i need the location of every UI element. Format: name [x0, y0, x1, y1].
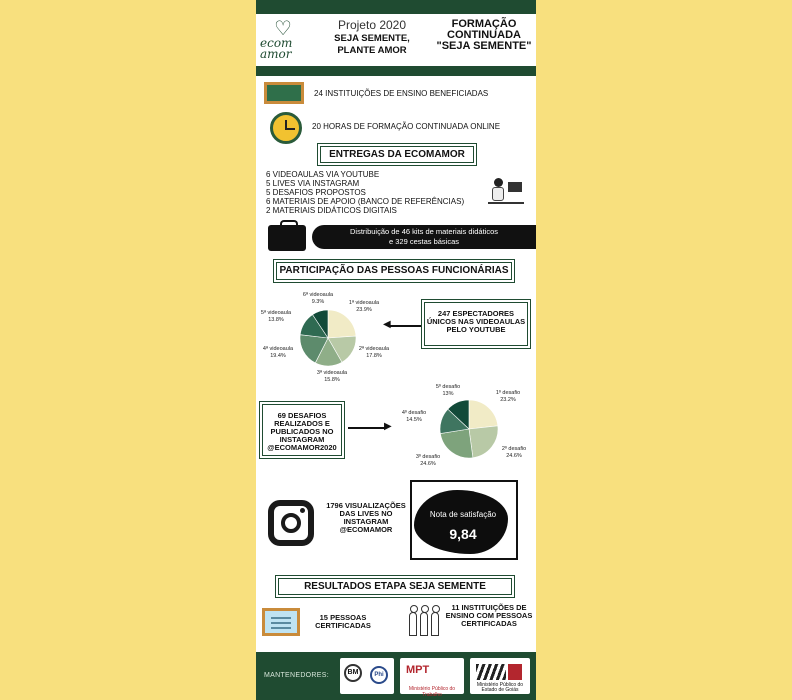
entregas-list [266, 170, 486, 215]
satisfaction-card [410, 480, 518, 560]
hours-stat: 20 HORAS DE FORMAÇÃO CONTINUADA ONLINE [312, 122, 501, 131]
mpgo-stripes-icon [476, 664, 506, 680]
satisfaction-blob [414, 490, 508, 554]
distribution-band [312, 225, 536, 249]
pie-data-label: 3º desafio 24.6% [415, 454, 441, 467]
instagram-icon [268, 500, 314, 546]
formation-line-2: CONTINUADA [447, 29, 521, 41]
project-subtitle-1: SEJA SEMENTE, [334, 33, 410, 44]
desafios-box: 69 DESAFIOS REALIZADOS E PUBLICADOS NO INSTAGRAM @ECOMAMOR2020 [262, 404, 342, 456]
arrow-line [388, 325, 422, 327]
instagram-views-text: 1796 VISUALIZAÇÕES DAS LIVES NO INSTAGRAM @ECOMAMOR [326, 501, 406, 534]
formation-line-1: FORMAÇÃO [451, 18, 517, 30]
list-item: 6 MATERIAIS DE APOIO (BANCO DE REFERÊNCIAS) [266, 197, 465, 206]
list-item: 2 MATERIAIS DIDÁTICOS DIGITAIS [266, 206, 397, 215]
list-item: 6 VIDEOAULAS VIA YOUTUBE [266, 170, 380, 179]
institutions-stat: 24 INSTITUIÇÕES DE ENSINO BENEFICIADAS [314, 89, 489, 98]
header-band [256, 66, 536, 76]
chalkboard-icon [264, 82, 304, 104]
mpgo-subtitle: Ministério Público do Estado de Goiás [476, 682, 524, 693]
project-title-block [312, 14, 432, 66]
pie-data-label: 1ª videoaula 23.9% [348, 300, 380, 313]
pie-data-label: 6ª videoaula 9.3% [302, 292, 334, 305]
pie-data-label: 2º desafio 24.6% [501, 446, 527, 459]
logo-text: ecom amor [260, 36, 293, 61]
resultados-title: RESULTADOS ETAPA SEJA SEMENTE [278, 578, 512, 595]
pie-data-label: 5º desafio 13% [435, 384, 461, 397]
videoaula-pie-chart [300, 310, 356, 366]
participacao-title: PARTICIPAÇÃO DAS PESSOAS FUNCIONÁRIAS [276, 262, 512, 280]
ecomamor-logo [256, 14, 312, 66]
arrow-right-icon: ▶ [384, 421, 392, 432]
header [256, 14, 536, 66]
satisfaction-label: Nota de satisfação [429, 510, 497, 519]
footer [256, 652, 536, 700]
people-group-icon [408, 604, 442, 640]
arrow-line [348, 427, 386, 429]
sponsor-mpt-logo [400, 658, 464, 698]
formation-title [432, 14, 536, 66]
phi-logo: Phi [370, 666, 388, 684]
mpgo-red-mark [508, 664, 522, 680]
pie-slice [469, 400, 498, 429]
distribution-line-2: e 329 cestas básicas [388, 237, 460, 246]
sponsor-mpgo-logo [470, 658, 530, 694]
certified-institutions-text: 11 INSTITUIÇÕES DE ENSINO COM PESSOAS CERTIFICADAS [445, 603, 533, 628]
pie-data-label: 4º desafio 14.5% [401, 410, 427, 423]
certified-people-text: 15 PESSOAS CERTIFICADAS [315, 613, 371, 630]
distribution-line-1: Distribuição de 46 kits de materiais didáticos [350, 227, 498, 236]
pie-slice [328, 310, 356, 338]
pie-data-label: 5ª videoaula 13.8% [260, 310, 292, 323]
pie-data-label: 4ª videoaula 19.4% [262, 346, 294, 359]
youtube-viewers-box: 247 ESPECTADORES ÚNICOS NAS VIDEOAULAS PELO YOUTUBE [424, 302, 528, 346]
satisfaction-value: 9,84 [449, 526, 477, 542]
certificate-icon [262, 608, 300, 636]
heart-icon: ♡ [274, 16, 292, 40]
sponsor-bm-phi-logo [340, 658, 394, 694]
list-item: 5 LIVES VIA INSTAGRAM [266, 179, 360, 188]
project-title: Projeto 2020 [337, 18, 407, 32]
list-item: 5 DESAFIOS PROPOSTOS [266, 188, 366, 197]
project-subtitle-2: PLANTE AMOR [337, 45, 407, 56]
pie-data-label: 2ª videoaula 17.8% [358, 346, 390, 359]
person-at-computer-icon [488, 176, 524, 212]
top-band [256, 0, 536, 14]
infographic-poster [256, 0, 536, 700]
arrow-left-icon: ◀ [383, 319, 391, 330]
shopping-bag-icon [268, 225, 306, 251]
mantenedores-label: MANTENEDORES: [264, 672, 329, 679]
formation-line-3: "SEJA SEMENTE" [436, 40, 532, 52]
desafio-pie-chart [440, 400, 498, 458]
bm-logo: BM [344, 664, 362, 682]
mpt-logo-text: MPT [406, 664, 430, 676]
clock-icon [270, 112, 302, 144]
pie-data-label: 1º desafio 23.2% [495, 390, 521, 403]
pie-data-label: 3ª videoaula 15.8% [316, 370, 348, 383]
entregas-title: ENTREGAS DA ECOMAMOR [320, 146, 474, 163]
mpt-subtitle: Ministério Público do Trabalho [408, 686, 456, 698]
